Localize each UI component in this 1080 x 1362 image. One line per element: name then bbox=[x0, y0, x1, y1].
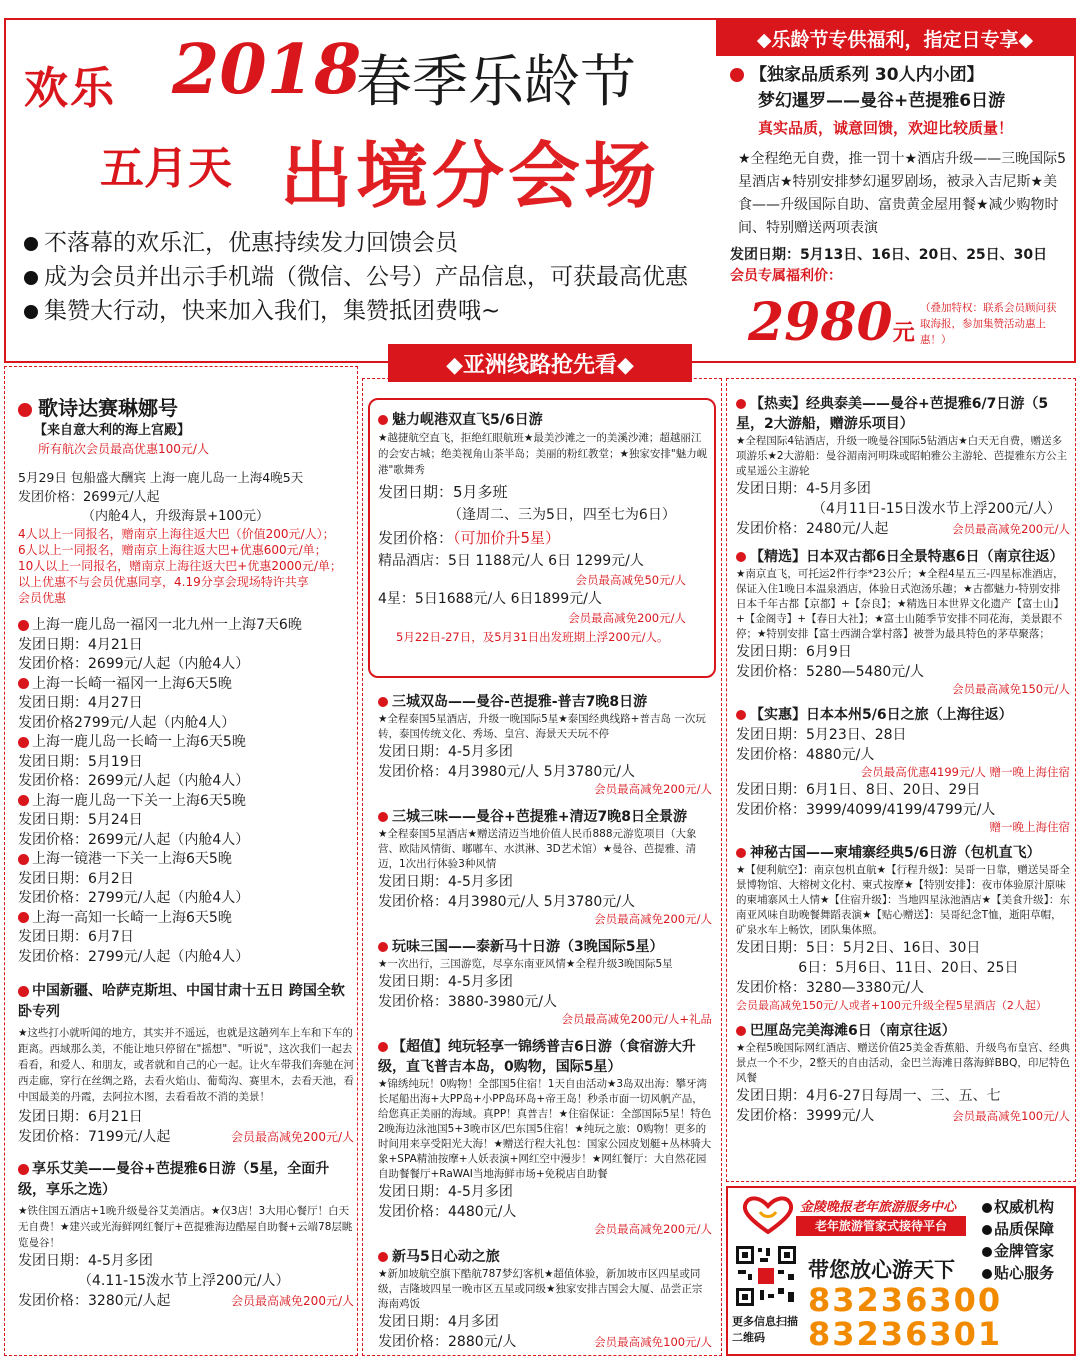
bullet-dot-icon bbox=[736, 710, 746, 720]
danang-date: 发团日期：5月多班 bbox=[378, 483, 508, 501]
middle-routes bbox=[378, 692, 712, 1352]
bullet-dot-icon bbox=[24, 237, 38, 251]
route-item bbox=[378, 937, 712, 1027]
cruise-price: 发团价格：2699元/人起（内舱4人） bbox=[18, 831, 250, 848]
route-line: 发团价格：4880元/人 bbox=[736, 747, 875, 763]
left-column bbox=[18, 394, 354, 1311]
brand-sub: 老年旅游管家式接待平台 bbox=[796, 1216, 966, 1236]
aiwei-block bbox=[18, 1159, 354, 1311]
route-desc: ★新加坡航空旗下酷航787梦幻客机★超值体验，新加坡市区四星或同级，吉隆坡四星一晚市区五星或同级★独家安排吉国会大厦、品尝正宗海南鸡饭 bbox=[378, 1268, 703, 1310]
route-title: 三城三味——曼谷+芭提雅+清迈7晚8日全景游 bbox=[378, 807, 712, 827]
title-huanle: 欢乐 bbox=[24, 63, 116, 114]
route-title: 神秘古国——柬埔寨经典5/6日游（包机直飞） bbox=[736, 843, 1070, 863]
route-line: 发团价格：5280—5480元/人 bbox=[736, 664, 924, 680]
cruise-route: 上海一鹿儿岛一下关一上海6天5晚 bbox=[18, 792, 354, 812]
danang-highlight1: 会员最高减免50元/人 bbox=[575, 573, 686, 587]
bullet-dot-icon bbox=[18, 986, 29, 997]
route-line: 发团日期：5日：5月2日、16日、30日 bbox=[736, 940, 981, 956]
route-line: 发团日期：4月6-27日每周一、三、五、七 bbox=[736, 1088, 1001, 1104]
header-bullets bbox=[24, 226, 714, 328]
route-desc: ★一次出行，三国游览，尽享东南亚风情★全程升级3晚国际5星 bbox=[378, 958, 673, 970]
special-price bbox=[748, 292, 915, 353]
danang-price-extra: （可加价升5星） bbox=[453, 529, 561, 547]
route-price: 发团价格：4月3980元/人 5月3780元/人 bbox=[378, 894, 635, 910]
route-price: 发团价格：2880元/人 bbox=[378, 1334, 517, 1350]
cruise-route: 上海一鹿儿岛一福冈一北九州一上海7天6晚 bbox=[18, 616, 354, 636]
danang-highlight2: 会员最高减免200元/人 bbox=[568, 611, 686, 625]
bullet-dot-icon bbox=[736, 1026, 746, 1036]
route-line: 发团日期：4-5月多团 bbox=[736, 481, 871, 497]
bullet-dot-icon bbox=[982, 1225, 992, 1235]
cruise-route: 上海一长崎一福冈一上海6天5晚 bbox=[18, 675, 354, 695]
route-date: 发团日期：4-5月多团 bbox=[378, 874, 513, 890]
bullet-dot-icon bbox=[378, 1042, 388, 1052]
bullet-dot-icon bbox=[18, 795, 29, 806]
route-line: 发团价格：3280—3380元/人 bbox=[736, 980, 924, 996]
route-highlight: 会员最高减免200元/人 bbox=[594, 782, 712, 796]
route-desc: ★全程国际4钻酒店，升级一晚曼谷国际5钻酒店★白天无自费，赠送多项游乐★2大游船：曼谷湄南河明珠或昭帕雅公主游轮、芭提雅东方公主或星遥公主游轮 bbox=[736, 435, 1068, 477]
bullet-dot-icon bbox=[982, 1269, 992, 1279]
aiwei-desc: ★铁住国五酒店+1晚升级曼谷艾美酒店。★仅3店！3大用心餐厅！白天无自费！★建兴或光海鲜网红餐厅+芭提雅海边酷屋自助餐+云端78层眺览曼谷！ bbox=[18, 1205, 353, 1249]
brand-logo bbox=[740, 1194, 796, 1234]
bullet-dot-icon bbox=[18, 678, 29, 689]
bullet-dot-icon bbox=[18, 854, 29, 865]
route-desc: ★全程5晚国际网红酒店、赠送价值25美金香蕉船、升级鸟布皇宫、经典景点一个不少，2整天的自由活动，金巴兰海滩日落海鲜BBQ，印尼特色风餐 bbox=[736, 1042, 1070, 1084]
route-title: 【实惠】日本本州5/6日之旅（上海往返） bbox=[736, 705, 1070, 725]
route-price-row bbox=[736, 519, 1070, 539]
bullet-dot-icon bbox=[378, 812, 388, 822]
route-title: 三城双岛——曼谷-芭提雅-普吉7晚8日游 bbox=[378, 692, 712, 712]
route-title: 【精选】日本双古都6日全景特惠6日（南京往返） bbox=[736, 547, 1070, 567]
route-item bbox=[378, 692, 712, 797]
ship-title: 歌诗达赛琳娜号 bbox=[18, 394, 354, 422]
title-may: 五月天 bbox=[100, 143, 232, 194]
route-item bbox=[736, 843, 1070, 1013]
route-date: 发团日期：4-5月多团 bbox=[378, 1184, 513, 1200]
special-dates: 发团日期：5月13日、16日、20日、25日、30日 bbox=[730, 247, 1048, 263]
ship-price: 发团价格：2699元/人起 bbox=[18, 490, 160, 505]
special-box bbox=[730, 62, 1066, 286]
title-festival: 春季乐龄节 bbox=[356, 50, 636, 115]
route-highlight: 会员最高减免150元/人 bbox=[952, 682, 1070, 696]
bullet-dot-icon bbox=[18, 1164, 29, 1175]
ship-offer: 以上优惠不与会员优惠同享，4.19分享会现场特许共享 bbox=[18, 575, 309, 589]
ship-offer: 10人以上一同报名，赠南京上海往返大巴+优惠2000元/单； bbox=[18, 559, 342, 573]
ship-offer: 6人以上一同报名，赠南京上海往返大巴+优惠600元/单； bbox=[18, 543, 327, 557]
cruise-date: 发团日期：5月24日 bbox=[18, 812, 143, 828]
route-price: 发团价格：4480元/人 bbox=[378, 1204, 517, 1220]
route-line: 发团价格：2480元/人起 bbox=[736, 521, 889, 537]
feature-item: 权威机构 bbox=[982, 1196, 1054, 1218]
bullet-dot-icon bbox=[736, 848, 746, 858]
special-slogan: 真实品质，诚意回馈，欢迎比较质量！ bbox=[758, 119, 1014, 137]
header-bullet: 成为会员并出示手机端（微信、公号）产品信息，可获最高优惠 bbox=[24, 260, 714, 294]
bullet-dot-icon bbox=[18, 403, 32, 417]
route-title: 【热卖】经典泰美——曼谷+芭提雅6/7日游（5星，2大游船，赠游乐项目） bbox=[736, 396, 1049, 432]
route-item bbox=[378, 1247, 712, 1352]
danang-price-label: 发团价格： bbox=[378, 529, 454, 547]
feature-item: 贴心服务 bbox=[982, 1262, 1054, 1284]
bullet-dot-icon bbox=[736, 552, 746, 562]
header-bullet: 不落幕的欢乐汇，优惠持续发力回馈会员 bbox=[24, 226, 714, 260]
special-title: 梦幻暹罗——曼谷+芭提雅6日游 bbox=[758, 91, 1006, 111]
right-routes bbox=[736, 394, 1070, 1126]
qr-code[interactable] bbox=[734, 1244, 798, 1308]
xinjiang-date: 发团日期：6月21日 bbox=[18, 1109, 143, 1125]
route-price-row bbox=[736, 1106, 1070, 1126]
special-desc: ★全程绝无自费，推一罚十★酒店升级——三晚国际5星酒店★特别安排梦幻暹罗剧场，被录入吉尼斯★美食——升级国际自助、富贵黄金屋用餐★减少购物时间、特别赠送两项表演 bbox=[738, 151, 1067, 236]
cruise-route: 上海一高知一长崎一上海6天5晚 bbox=[18, 909, 354, 929]
xinjiang-highlight: 会员最高减免200元/人 bbox=[231, 1130, 354, 1144]
route-desc: ★全程泰国5星酒店，升级一晚国际5星★泰国经典线路+普吉岛 一次玩转，泰国传统文化、秀场、皇宫、海景天天玩不停 bbox=[378, 713, 706, 740]
cruise-price: 发团价格：2699元/人起（内舱4人） bbox=[18, 656, 250, 672]
route-line: 发团日期：6月1日、8日、20日、29日 bbox=[736, 782, 981, 798]
brand-features bbox=[982, 1196, 1054, 1284]
route-date: 发团日期：4-5月多团 bbox=[378, 974, 513, 990]
route-line: 发团价格：3999元/人 bbox=[736, 1108, 875, 1124]
cruise-list bbox=[18, 616, 354, 967]
cruise-date: 发团日期：6月7日 bbox=[18, 929, 134, 945]
route-line: 发团日期：5月23日、28日 bbox=[736, 727, 907, 743]
route-desc: ★全程泰国5星酒店★赠送清迈当地价值人民币888元游览项目（大象营、欧陆风情街、嘟嘟车、水淇淋、3D艺术馆）★曼谷、芭提雅、清迈，1次出行体验3种风情 bbox=[378, 828, 697, 870]
special-note: （叠加特权：联系会员顾问获取海报，参加集赞活动惠上惠！） bbox=[920, 302, 1057, 346]
bullet-dot-icon bbox=[378, 942, 388, 952]
bullet-dot-icon bbox=[18, 620, 29, 631]
route-date: 发团日期：4-5月多团 bbox=[378, 744, 513, 760]
route-highlight: 会员最高减免200元/人 bbox=[594, 912, 712, 926]
route-item bbox=[378, 807, 712, 927]
cruise-price: 发团价格2799元/人起（内舱4人） bbox=[18, 714, 236, 731]
phone-2[interactable]: 83236301 bbox=[808, 1315, 1003, 1353]
special-price-value: 2980 bbox=[748, 292, 893, 353]
aiwei-title: 享乐艾美——曼谷+芭提雅6日游（5星，全面升级，享乐之选） bbox=[18, 1161, 330, 1198]
route-highlight: 赠一晚上海住宿 bbox=[989, 820, 1070, 834]
route-highlight: 会员最高减免200元/人 bbox=[594, 1222, 712, 1236]
route-desc: ★南京直飞，可托运2件行李*23公斤；★全程4星五三-四星标准酒店，保证入住1晚日本温泉酒店，体验日式泡汤乐趣；★古都魅力-特别安排日本千年古都【京都】+【奈良】；★精选日本世界文化遗产【富士山】+【金阁寺】+【春日大社】；★富士山随季节安排不同花海，美景跟不停；★特别安排【富士西湖合掌村落】被誉为最具特色的茅草聚落； bbox=[736, 568, 1064, 640]
bullet-dot-icon bbox=[24, 305, 38, 319]
bullet-dot-icon bbox=[982, 1203, 992, 1213]
title-year: 2018 bbox=[172, 30, 362, 110]
danang-4star: 4星：5日1688元/人 6日1899元/人 bbox=[378, 591, 602, 607]
qr-code-icon bbox=[734, 1244, 798, 1308]
route-price-row bbox=[378, 1332, 712, 1352]
title-venue: 出境分会场 bbox=[280, 134, 661, 218]
heart-logo-icon bbox=[740, 1194, 796, 1234]
bullet-dot-icon bbox=[378, 1252, 388, 1262]
cruise-item bbox=[18, 792, 354, 851]
special-price-label: 会员专属福利价： bbox=[730, 268, 842, 284]
route-item bbox=[736, 705, 1070, 835]
feature-item: 品质保障 bbox=[982, 1218, 1054, 1240]
cruise-item bbox=[18, 850, 354, 909]
route-title: 巴厘岛完美海滩6日（南京往返） bbox=[736, 1021, 1070, 1041]
ship-route: 5月29日 包船盛大酬宾 上海一鹿儿岛一上海4晚5天 bbox=[18, 470, 304, 485]
cruise-item bbox=[18, 616, 354, 675]
feature-item: 金牌管家 bbox=[982, 1240, 1054, 1262]
ship-note: 所有航次会员最高优惠100元/人 bbox=[38, 442, 209, 456]
danang-price-row bbox=[378, 526, 708, 550]
qr-note: 更多信息扫描二维码 bbox=[732, 1315, 798, 1344]
route-highlight: 会员最高优惠4199元/人 赠一晚上海住宿 bbox=[860, 765, 1070, 779]
route-line: 发团价格：3999/4099/4199/4799元/人 bbox=[736, 802, 996, 818]
route-desc: ★锦绣纯玩！0购物！全部国5住宿！1天自由活动★3岛双出海：攀牙湾长尾船出海+大PP岛+小PP岛环岛+帝王岛！秒杀市面一切风帆产品，给您真正美丽的海域。真PP！真普吉！★住宿保证：全部国际5星！特色2晚海边泳池国5+3晚市区/巴东国5住宿！★纯玩之旅：0购物！更多的时间用来享受阳光大海！★赠送行程大礼包：国家公园皮划艇+丛林骑大象+SPA精油按摩+人妖表演+网红空中漫步！★网红餐厅：大自然花园自助餐餐厅+RaWAI当地海鲜市场+免税店自助餐 bbox=[378, 1078, 712, 1180]
asia-banner: ◆亚洲线路抢先看◆ bbox=[388, 344, 692, 382]
ship-price2: （内舱4人，升级海景+100元） bbox=[82, 509, 269, 524]
bullet-dot-icon bbox=[378, 415, 388, 425]
aiwei-date2: （4.11-15泼水节上浮200元/人） bbox=[78, 1273, 290, 1289]
ship-offers bbox=[18, 526, 354, 606]
aiwei-highlight: 会员最高减免200元/人 bbox=[231, 1294, 354, 1308]
route-highlight: 会员最高减免100元/人 bbox=[594, 1335, 712, 1349]
special-series: 【独家品质系列 30人内小团】 bbox=[730, 62, 1066, 88]
phone-1[interactable]: 83236300 bbox=[808, 1281, 1003, 1319]
cruise-date: 发团日期：4月21日 bbox=[18, 636, 143, 653]
special-price-unit: 元 bbox=[892, 321, 915, 346]
ship-offer: 会员优惠 bbox=[18, 591, 67, 605]
route-line: 6日：5月6日、11日、20日、25日 bbox=[736, 960, 1019, 976]
bullet-dot-icon bbox=[982, 1247, 992, 1257]
danang-hotel: 精品酒店：5日 1188元/人 6日 1299元/人 bbox=[378, 553, 644, 569]
brand-name: 金陵晚报老年旅游服务中心 bbox=[800, 1200, 957, 1215]
cruise-item bbox=[18, 675, 354, 734]
bullet-dot-icon bbox=[24, 271, 38, 285]
route-price: 发团价格：3880-3980元/人 bbox=[378, 994, 558, 1010]
route-price: 发团价格：4月3980元/人 5月3780元/人 bbox=[378, 764, 635, 780]
cruise-price: 发团价格：2799元/人起（内舱4人） bbox=[18, 948, 250, 965]
route-title: 玩味三国——泰新马十日游（3晚国际5星） bbox=[378, 937, 712, 957]
danang-title: 魅力岘港双直飞5/6日游 bbox=[378, 410, 708, 430]
bullet-dot-icon bbox=[18, 737, 29, 748]
xinjiang-desc: ★这些打小就听闻的地方，其实并不遥远，也就是这趟列车上车和下车的距离。西域那么美，不能让地只停留在"摇想"、"听说"，这次我们一起去看看，和爱人、和朋友，或者就和自己的心一起。让火车带我们奔驰在河西走廊，穿行在丝绸之路，去看火焰山、葡萄沟、赛里木，去看天池，看中国最美的丹霞，去阿拉木图，去看看故不消的美景！ bbox=[18, 1027, 354, 1103]
cruise-item bbox=[18, 733, 354, 792]
cruise-price: 发团价格：2799元/人起（内舱4人） bbox=[18, 890, 250, 906]
xinjiang-price: 发团价格：7199元/人起 bbox=[18, 1129, 171, 1145]
route-item bbox=[736, 547, 1070, 697]
danang-note: 5月22日-27日，及5月31日出发班期上浮200元/人。 bbox=[396, 630, 669, 644]
bullet-dot-icon bbox=[18, 912, 29, 923]
bullet-dot-icon bbox=[736, 399, 746, 409]
bullet-dot-icon bbox=[730, 68, 744, 82]
route-date: 发团日期：4月多团 bbox=[378, 1314, 499, 1330]
danang-date2: （逢周二、三为5日，四至七为6日） bbox=[448, 507, 676, 523]
danang-content bbox=[378, 410, 708, 648]
special-banner: ◆乐龄节专供福利，指定日专享◆ bbox=[716, 20, 1074, 56]
route-highlight: 会员最高减免200元/人+礼品 bbox=[561, 1012, 712, 1026]
route-item bbox=[378, 1037, 712, 1237]
xinjiang-title: 中国新疆、哈萨克斯坦、中国甘肃十五日 跨国全软卧专列 bbox=[18, 983, 345, 1020]
cruise-route: 上海一镜港一下关一上海6天5晚 bbox=[18, 850, 354, 870]
aiwei-price-row bbox=[18, 1291, 354, 1311]
aiwei-price: 发团价格：3280元/人起 bbox=[18, 1293, 171, 1309]
ship-offer: 4人以上一同报名，赠南京上海往返大巴（价值200元/人）； bbox=[18, 527, 335, 541]
route-title: 新马5日心动之旅 bbox=[378, 1247, 712, 1267]
cruise-item bbox=[18, 909, 354, 968]
route-desc: ★【便利航空】：南京包机直航★【行程升级】：吴哥一日靠，赠送吴哥全景博物馆、大榕树文化村、柬式按摩★【特别安排】：夜市体验原汁原味的柬埔寨风土人情★【住宿升级】：当地四星泳池酒店★【美食升级】：东南亚风味自助晚餐舞蹈表演★【贴心赠送】：吴哥纪念T恤，逝阳草帽，矿泉水车上畅饮，团队集体照。 bbox=[736, 864, 1070, 936]
route-title: 【超值】纯玩轻享一锦绣普吉6日游（食宿游大升级，直飞普吉本岛，0购物，国际5星） bbox=[378, 1039, 696, 1075]
ship-sub: 【来自意大利的海上宫殿】 bbox=[34, 423, 191, 438]
aiwei-date: 发团日期：4-5月多团 bbox=[18, 1253, 153, 1269]
route-line: 发团日期：6月9日 bbox=[736, 644, 852, 660]
danang-desc: ★越捷航空直飞，拒绝红眼航班★最美沙滩之一的美溪沙滩；超越丽江的会安古城；绝美视角山茶半岛；美丽的粉红教堂；★独家安排"魅力岘港"歌舞秀 bbox=[378, 432, 708, 476]
route-item bbox=[736, 394, 1070, 539]
cruise-date: 发团日期：5月19日 bbox=[18, 753, 143, 770]
xinjiang-price-row bbox=[18, 1127, 354, 1147]
cruise-price: 发团价格：2699元/人起（内舱4人） bbox=[18, 773, 250, 789]
route-highlight: 会员最高减免150元/人或者+100元升级全程5星酒店（2人起） bbox=[736, 999, 1047, 1012]
route-line: （4月11日-15日泼水节上浮200元/人） bbox=[812, 501, 1062, 517]
cruise-route: 上海一鹿儿岛一长崎一上海6天5晚 bbox=[18, 733, 354, 753]
cruise-date: 发团日期：4月27日 bbox=[18, 695, 143, 711]
bullet-dot-icon bbox=[378, 697, 388, 707]
cruise-date: 发团日期：6月2日 bbox=[18, 870, 134, 887]
brand-slogan: 带您放心游天下 bbox=[808, 1258, 955, 1282]
header-bullet: 集赞大行动，快来加入我们，集赞抵团费哦~ bbox=[24, 294, 714, 328]
xinjiang-block bbox=[18, 981, 354, 1147]
route-item bbox=[736, 1021, 1070, 1126]
route-highlight: 会员最高减免100元/人 bbox=[952, 1109, 1070, 1123]
route-highlight: 会员最高减免200元/人 bbox=[952, 522, 1070, 536]
